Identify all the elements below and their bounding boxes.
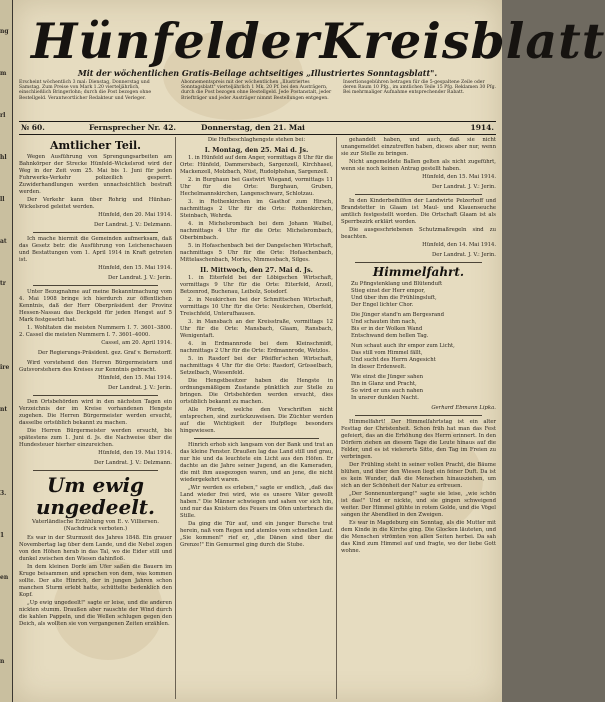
signature-place: Hünfeld, den 19. Mai 1914.	[98, 450, 172, 456]
poem-line: In dieser Erdenwelt.	[351, 364, 406, 370]
publisher-info-left: Erscheint wöchentlich 3 mal: Dienstag, Donnerstag und Samstag. Zum Preise von Mark 1.20 vierteljährlich, einschließlich Bringerlohn; durch die Post bezogen ohne Bestellgeld. Verantwortlicher Redakteur und Verleger.	[19, 80, 152, 101]
paragraph: In den Kinderbeihilfen der Landwirte Pelzerhoff und Brandstetter in Glaam ist Maul- und Klauenseuche amtlich festgestellt worden. Die Ortschaft Glaam ist als Sperrbezirk erklärt worden.	[341, 198, 496, 225]
adjacent-page-fragment: ire	[0, 364, 10, 371]
paragraph: Der Verkehr kann über Rohrig und Hünhan-Wickelsrod geleitet werden.	[19, 197, 172, 210]
adjacent-page-fragment: n	[0, 658, 5, 665]
poem-line: Wie einst die Jünger sahen	[351, 374, 424, 380]
paragraph: 1. Wohltaten die meisten Nummern I. 7. 3601–3800. 2. Cassel die meisten Nummern I. 7. 3601–4000.	[19, 325, 172, 338]
paragraph: Die ausgeschriebenen Schutzmaßregeln sind zu beachten.	[341, 227, 496, 240]
issue-year: 1914.	[470, 123, 494, 132]
schedule-entry: 2. in Neukirchen bei der Schmittschen Wirtschaft, vormittags 10 Uhr für die Orte: Neukirchen, Oberfeld, Treischfeld, Unterufhausen.	[180, 297, 333, 317]
adjacent-page-fragment: m	[0, 70, 7, 77]
poem-line: Die Jünger stand'n am Bergesrand	[351, 312, 444, 318]
poem-line: So wird er uns auch nahen	[351, 388, 424, 394]
paragraph: gehandelt haben, und auch, daß sie nicht unangemeldet einzutreffen haben, dieses aber nur, wenn sie zur Stelle zu bringen.	[341, 137, 496, 157]
publisher-info-right: Insertionsgebühren betragen für die 5-gespaltene Zeile oder deren Raum 10 Pfg., im amtlichen Teile 15 Pfg. Reklamen 30 Pfg. Bei mehrmaliger Aufnahme entsprechender Rabatt.	[343, 80, 496, 96]
publisher-info-middle: Abonnementspreis mit der wöchentlichen „Illustriertes Sonntagsblatt" vierteljährlich 1 Mk. 20 Pf. bei den Austrägern, durch die Post bezogen ohne Bestellgeld. Jede Postanstalt, jeder Briefträger und jeder Austräger nimmt Bestellungen entgegen.	[181, 80, 332, 101]
schedule-entry: 1. in Hünfeld auf dem Anger, vormittags 8 Uhr für die Orte: Hünfeld, Dammersbach, Sargenzell, Kirchhasel, Mackenzell, Molzbach, Nüst, Rudolphshan, Sargenzell.	[180, 155, 333, 175]
story-heading: Um ewig ungedeelt.	[35, 473, 156, 519]
poem	[341, 281, 496, 402]
schedule-entry: 2. in Burghaun bei Gastwirt Wiegand, vormittags 11 Uhr für die Orte: Burghaun, Gruben, Hechelmannskirchen, Langenschwarz, Schlotzau.	[180, 177, 333, 197]
poem-author: Gerhard Ebmann Lipka.	[431, 405, 496, 411]
signature-name: Der Landrat. J. V.: Jerin.	[108, 385, 172, 391]
schedule-entry: 3. in Mansbach an der Kreisstraße, vormittags 12 Uhr für die Orte: Mansbach, Glaam, Ransbach, Wenigentaft.	[180, 319, 333, 339]
poem-stanza	[341, 312, 496, 340]
schedule-entry: 1. in Eiterfeld bei der Löbigschen Wirtschaft, vormittags 9 Uhr für die Orte: Eiterfeld, Arzell, Betzenrod, Buchenau, Leibolz, Soisdorf.	[180, 275, 333, 295]
paragraph: Unter Bezugnahme auf meine Bekanntmachung vom 4. Mai 1908 bringe ich hierdurch zur öffentlichen Kenntnis, daß der Herr Oberpräsident der Provinz Hessen-Nassau das Deckgeld für jeden Hengst auf 5 Mark festgesetzt hat.	[19, 289, 172, 323]
poem-line: Und schauten ihm nach,	[351, 319, 417, 325]
poem-line: Und sucht des Herrn Angesicht	[351, 357, 436, 363]
adjacent-page-fragment: at	[0, 238, 7, 245]
adjacent-page-fragment: 1	[0, 532, 5, 539]
paragraph: Wird vorstehend den Herren Bürgermeistern und Gutsvorstehern des Kreises zur Kenntnis gebracht.	[19, 360, 172, 373]
paragraph: Alle Pferde, welche den Vorschriften nicht entsprechen, sind zurückzuweisen. Die Züchter werden auf die Wichtigkeit der Hufpflege besonders hingewiesen.	[180, 407, 333, 434]
title-right: Kreisblatt	[319, 12, 605, 70]
issue-number: № 60.	[21, 123, 45, 132]
schedule-day-heading: II. Mittwoch, den 27. Mai d. Js.	[200, 266, 313, 274]
schedule-entry: 3. in Rothenkirchen im Gasthof zum Hirsch, nachmittags 2 Uhr für die Orte: Rothenkirchen, Steinbach, Wehrda.	[180, 199, 333, 219]
poem-line: Zu Pfingstenklang und Blütenduft	[351, 281, 443, 287]
issue-bar	[19, 121, 496, 135]
phone-number: Fernsprecher Nr. 42.	[89, 123, 177, 132]
poem-line: Ihn in Glanz und Pracht,	[351, 381, 417, 387]
story-subtitle: Vaterländische Erzählung von E. v. Villiersen. (Nachdruck verboten.)	[32, 519, 159, 532]
column-middle	[180, 137, 333, 699]
paragraph: Die Herren Bürgermeister werden ersucht, bis spätestens zum 1. Juni d. Js. die Nachweise über die Hundesteuer hierher einzureichen.	[19, 428, 172, 448]
column-left	[19, 137, 172, 699]
signature-place: Hünfeld, den 15. Mai 1914.	[98, 265, 172, 271]
poem-line: In unsrer dunklen Nacht.	[351, 395, 419, 401]
adjacent-page-fragment: tr	[0, 280, 6, 287]
signature-place: Hünfeld, den 15. Mai 1914.	[422, 174, 496, 180]
paragraph: In dem kleinen Dorfe am Ufer saßen die Bauern im Kruge beisammen und sprachen von dem, was kommen sollte. Der alte Hinrich, der in jungen Jahren schon manchen Sturm erlebt hatte, schüttelte bedenklich den Kopf.	[19, 564, 172, 598]
signature-name: Der Landrat. J. V.: Jerin.	[432, 184, 496, 190]
poem-heading: Himmelfahrt.	[372, 265, 465, 279]
poem-stanza	[341, 374, 496, 402]
paragraph: „Wir werden es erleben," sagte er endlich, „daß das Land wieder frei wird, wie es unsere Väter gewollt haben." Die Männer schwiegen und sahen vor sich hin, und nur das Knistern des Feuers im Ofen unterbrach die Stille.	[180, 485, 333, 519]
schedule-entry: 4. in Michelsrombach bei dem Johann Waibel, nachmittags 4 Uhr für die Orte: Michelsrombach, Oberbimbach.	[180, 221, 333, 241]
poem-line: Entschwand dem hellen Tag.	[351, 333, 429, 339]
poem-stanza	[341, 343, 496, 371]
poem-stanza	[341, 281, 496, 309]
adjacent-page-edge	[0, 0, 13, 702]
poem-line: Das still vom Himmel fällt,	[351, 350, 423, 356]
adjacent-page-fragment: nt	[0, 406, 8, 413]
adjacent-page-fragment: 3.	[0, 490, 7, 497]
signature-name: Der Landrat. J. V.: Jerin.	[432, 252, 496, 258]
signature-name: Der Landrat. J. V.: Delzmann.	[94, 222, 172, 228]
signature-name: Der Landrat. J. V.: Delzmann.	[94, 460, 172, 466]
signature-place: Hünfeld, den 15. Mai 1914.	[98, 375, 172, 381]
adjacent-page-fragment: hl	[0, 154, 7, 161]
newspaper-page	[13, 0, 605, 702]
signature-name: Der Landrat. J. V.: Jerin.	[108, 275, 172, 281]
paragraph: Der Frühling steht in seiner vollen Pracht, die Bäume blühen, und über den Wiesen liegt ein feiner Duft. Da ist es kein Wunder, daß die Menschen hinausziehen, um sich an der Schönheit der Natur zu erfreuen.	[341, 462, 496, 489]
paragraph: Wegen Ausführung von Sprengungsarbeiten am Bahnkörper der Strecke Hünfeld–Wickelsrod wird der Weg in der Zeit vom 25. Mai bis 1. Juni für jeden Fuhrwerks-Verkehr polizeilich gesperrt. Zuwiderhandlungen werden unnachsichtlich bestraft werden.	[19, 154, 172, 195]
schedule-day-heading: I. Montag, den 25. Mai d. Js.	[204, 146, 309, 154]
paragraph: Himmelfahrt! Der Himmelfahrtstag ist ein alter Festtag der Christenheit. Schon früh hat man das Fest gefeiert, das an die Erhöhung des Herrn erinnert. In den Dörfern ziehen an diesem Tage die Leute hinaus auf die Felder, und es ist vielerorts Sitte, den Tag im Freien zu verbringen.	[341, 419, 496, 460]
paragraph: Nicht angemeldete Ballen gelten als nicht zugeführt, wenn sie noch keinen Antrag gestellt haben.	[341, 159, 496, 172]
paragraph: Hinrich erhob sich langsam von der Bank und trat an das kleine Fenster. Draußen lag das Land still und grau, nur hie und da leuchtete ein Licht aus den Höfen. Er dachte an die Jahre seiner Jugend, an die Kameraden, die mit ihm ausgezogen waren, und an jene, die nicht wiedergekehrt waren.	[180, 442, 333, 483]
poem-line: Bis er in der Wolken Wand	[351, 326, 423, 332]
poem-line: Und über ihm die Frühlingsluft,	[351, 295, 437, 301]
schedule-heading: Die Hufbeschlaghengste stehen bei:	[207, 137, 306, 143]
signature-place: Hünfeld, den 20. Mai 1914.	[98, 212, 172, 218]
paragraph: Es war in Magdeburg ein Sonntag, als die Mutter mit dem Kinde in die Kirche ging. Die Glocken läuteten, und die Menschen strömten von allen Seiten herbei. Da sah das Kind zum Himmel auf und fragte, wo der liebe Gott wohne.	[341, 520, 496, 554]
paragraph: „Der Sonnenuntergang!" sagte sie leise, „wie schön ist das!" Und er nickte, und sie gingen schweigend weiter. Der Himmel glühte in rotem Golde, und die Vögel sangen ihr Abendlied in den Zweigen.	[341, 491, 496, 518]
paragraph: Da ging die Tür auf, und ein junger Bursche trat herein, naß vom Regen und atemlos vom schnellen Lauf. „Sie kommen!" rief er, „die Dänen sind über die Grenze!" Ein Gemurmel ging durch die Stube.	[180, 521, 333, 548]
column-rule	[336, 137, 337, 699]
paragraph: Die Hengstbesitzer haben die Hengste in ordnungsmäßigem Zustande pünktlich zur Stelle zu bringen. Die Ortsbehörden werden ersucht, dies ortsüblich bekannt zu machen.	[180, 378, 333, 405]
publisher-info	[19, 80, 496, 120]
poem-line: Stieg einst der Herr empor,	[351, 288, 426, 294]
title-left: Hünfelder	[31, 12, 320, 70]
schedule-entry: 4. in Erdmannrode bei dem Kleinschmidt, nachmittags 2 Uhr für die Orte: Erdmannrode, Wetzlos.	[180, 341, 333, 354]
column-right	[341, 137, 496, 699]
issue-date: Donnerstag, den 21. Mai	[201, 123, 305, 132]
masthead-title	[31, 12, 605, 70]
adjacent-page-fragment: en	[0, 574, 9, 581]
poem-line: Der Engel lichter Chor.	[351, 302, 414, 308]
adjacent-page-fragment: ng	[0, 28, 9, 35]
adjacent-page-fragment: ll	[0, 196, 5, 203]
paragraph: „Up ewig ungedeelt!" sagte er leise, und die anderen nickten stumm. Draußen aber rauschte der Wind durch die kahlen Pappeln, und die Wellen schlugen gegen den Deich, als wollten sie von vergangenen Zeiten erzählen.	[19, 600, 172, 627]
signature-place: Hünfeld, den 14. Mai 1914.	[422, 242, 496, 248]
paragraph: Ich mache hiermit die Gemeinden aufmerksam, daß das Gesetz betr. die Ausführung von Leichenschauen und Bestattungen vom 1. April 1914 in Kraft getreten ist.	[19, 236, 172, 263]
masthead-subtitle: Mit der wöchentlichen Gratis-Beilage achtseitiges „Illustriertes Sonntagsblatt".	[77, 68, 438, 78]
adjacent-page-fragment: rl	[0, 112, 6, 119]
signature-place: Cassel, am 20. April 1914.	[101, 340, 172, 346]
official-section-heading: Amtlicher Teil.	[49, 139, 142, 152]
schedule-entry: 5. in Rasdorf bei der Pfeiffer'schen Wirtschaft, nachmittags 4 Uhr für die Orte: Rasdorf, Grüsselbach, Setzelbach, Wiesenfeld.	[180, 356, 333, 376]
poem-line: Nun schaut auch ihr empor zum Licht,	[351, 343, 455, 349]
column-rule	[175, 137, 176, 699]
signature-name: Der Regierungs-Präsident. gez. Graf v. Bernstorff.	[37, 350, 172, 356]
paragraph: Es war in der Sturmzeit des Jahres 1848. Ein grauer Novembertag lag über dem Lande, und die Nebel zogen von den Höhen herab in das Tal, wo die Eider still und dunkel zwischen den Wiesen dahinfloß.	[19, 535, 172, 562]
paragraph: Den Ortsbehörden wird in den nächsten Tagen ein Verzeichnis der im Kreise vorhandenen Hengste zugehen. Die Herren Bürgermeister werden ersucht, dasselbe ortsüblich bekannt zu machen.	[19, 399, 172, 426]
schedule-entry: 5. in Hofaschenbach bei der Dangelschen Wirtschaft, nachmittags 5 Uhr für die Orte: Hofaschenbach, Mittelaschenbach, Morles, Nimmesbach, Silges.	[180, 243, 333, 263]
